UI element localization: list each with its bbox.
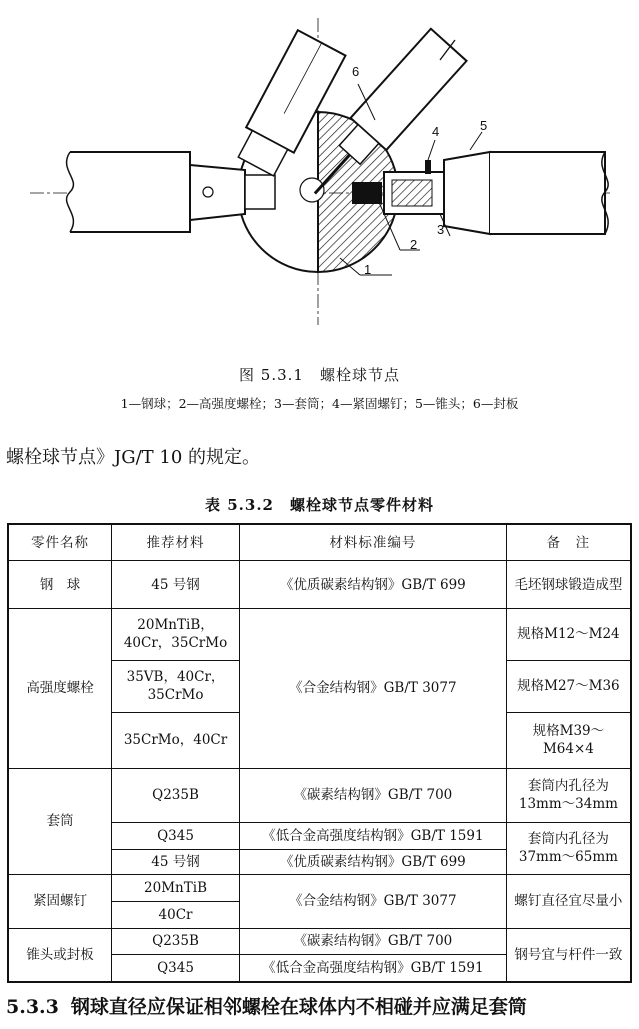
header-standard: 材料标准编号 (239, 524, 506, 561)
cell-standard: 《碳素结构钢》GB/T 700 (239, 768, 506, 822)
table-header-row (8, 524, 631, 561)
cell-part-cone: 锥头或封板 (8, 928, 112, 982)
cell-part-sleeve: 套筒 (8, 768, 112, 874)
callout-6: 6 (352, 64, 360, 79)
cell-note: 螺钉直径宜尽量小 (506, 874, 631, 928)
callout-1: 1 (364, 262, 372, 277)
table-row (8, 609, 631, 661)
cell-material: Q235B (112, 928, 240, 955)
callout-3: 3 (437, 222, 445, 237)
bolt-ball-joint-figure (0, 0, 639, 360)
cell-part-steel-ball: 钢 球 (8, 561, 112, 609)
header-note: 备 注 (506, 524, 631, 561)
cell-material: 20MnTiB (112, 874, 240, 901)
cell-material: 35VB，40Cr，35CrMo (112, 660, 240, 712)
bolt-ball-joint-drawing (0, 0, 639, 360)
callout-5: 5 (480, 118, 488, 133)
cell-note: 套筒内孔径为37mm～65mm (506, 822, 631, 874)
cell-standard: 《优质碳素结构钢》GB/T 699 (239, 561, 506, 609)
cell-material: Q235B (112, 768, 240, 822)
body-text: 螺栓球节点》JG/T 10 的规定。 (6, 447, 261, 468)
cell-material: Q345 (112, 955, 240, 982)
section-text: 钢球直径应保证相邻螺栓在球体内不相碰并应满足套筒 (70, 996, 527, 1018)
table-row (8, 928, 631, 955)
cell-part-bolt: 高强度螺栓 (8, 609, 112, 769)
callout-4: 4 (432, 124, 440, 139)
figure-caption-title: 图 5.3.1 螺栓球节点 (239, 366, 400, 384)
header-part-name: 零件名称 (8, 524, 112, 561)
section-number: 5.3.3 (6, 996, 59, 1018)
header-material: 推荐材料 (112, 524, 240, 561)
table-row (8, 874, 631, 901)
cell-material: Q345 (112, 822, 240, 849)
cell-part-screw: 紧固螺钉 (8, 874, 112, 928)
figure-caption-legend: 1—钢球；2—高强度螺栓；3—套筒；4—紧固螺钉；5—锥头；6—封板 (120, 396, 519, 411)
cell-note: 规格M39～M64×4 (506, 712, 631, 768)
cell-note: 规格M12～M24 (506, 609, 631, 661)
table-title: 表 5.3.2 螺栓球节点零件材料 (205, 496, 434, 514)
table-row (8, 768, 631, 822)
cell-material: 45 号钢 (112, 561, 240, 609)
cell-standard: 《合金结构钢》GB/T 3077 (239, 609, 506, 769)
cell-material: 35CrMo，40Cr (112, 712, 240, 768)
cell-note: 规格M27～M36 (506, 660, 631, 712)
callout-2: 2 (410, 237, 418, 252)
parts-material-table (7, 523, 632, 983)
cell-material: 40Cr (112, 901, 240, 928)
cell-material: 45 号钢 (112, 849, 240, 874)
cell-standard: 《低合金高强度结构钢》GB/T 1591 (239, 955, 506, 982)
cell-standard: 《低合金高强度结构钢》GB/T 1591 (239, 822, 506, 849)
cell-standard: 《优质碳素结构钢》GB/T 699 (239, 849, 506, 874)
cell-note: 钢号宜与杆件一致 (506, 928, 631, 982)
section-5-3-3 (6, 992, 527, 1019)
cell-standard: 《合金结构钢》GB/T 3077 (239, 874, 506, 928)
cell-note: 套筒内孔径为13mm～34mm (506, 768, 631, 822)
cell-standard: 《碳素结构钢》GB/T 700 (239, 928, 506, 955)
cell-material: 20MnTiB，40Cr，35CrMo (112, 609, 240, 661)
table-row (8, 561, 631, 609)
cell-note: 毛坯钢球锻造成型 (506, 561, 631, 609)
